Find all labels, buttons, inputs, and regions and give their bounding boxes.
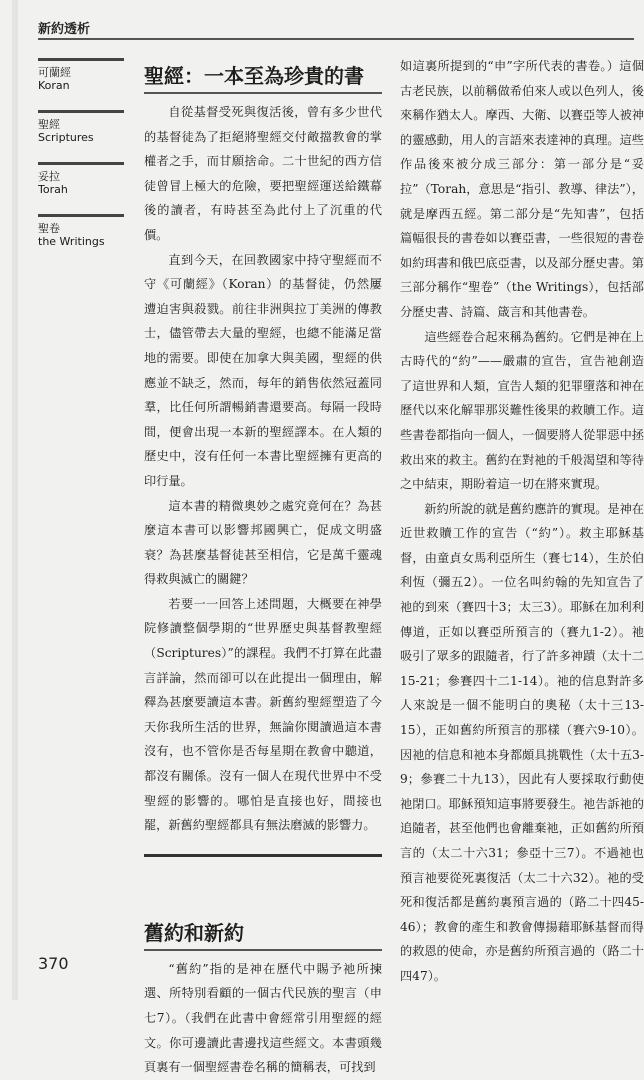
glossary-term-bar — [38, 162, 124, 165]
running-header-title: 新約透析 — [38, 22, 91, 37]
glossary-term — [38, 58, 124, 92]
section-spacer — [144, 875, 382, 919]
paragraph: 直到今天，在回教國家中持守聖經而不守《可蘭經》（Koran）的基督徒，仍然屢遭迫害與殺戮。前往非洲與拉丁美洲的傳教士，儘管帶去大量的聖經，也總不能滿足當地的需要。即使在加拿大與美國，聖經的供應並不缺乏，然而，每年的銷售依然冠蓋同羣，比任何所謂暢銷書還要高。每隔一段時間，便會出現一本新的聖經譯本。在人類的歷史中，沒有任何一本書比聖經擁有更高的印行量。 — [144, 252, 382, 488]
glossary-term-bar — [38, 58, 124, 61]
section-heading: 舊約和新約 — [144, 919, 382, 951]
paragraph: 這些經卷合起來稱為舊約。它們是神在上古時代的“約”——嚴肅的宣告，宣告祂創造了這世界和人類，宣告人類的犯罪墮落和神在歷代以來化解罪那災難性後果的救贖工作。這些書卷都指向一個人，一個要將人從罪惡中拯救出來的救主。舊約在對祂的千般渴望和等待之中結束，期盼着這一切在將來實現。 — [400, 329, 644, 492]
text-column-left — [144, 62, 382, 1080]
running-header — [38, 18, 634, 42]
paragraph: 若要一一回答上述問題，大概要在神學院修讀整個學期的“世界歷史與基督教聖經（Scriptures）”的課程。我們不打算在此盡言詳論，然而卻可以在此提出一個理由，解釋為甚麼要讀這本書。新舊約聖經塑造了今天你我所生活的世界，無論你閱讀過這本書沒有，也不管你是否每星期在教會中聽道，都沒有關係。沒有一個人在現代世界中不受聖經的影響的。哪怕是直接也好，間接也罷，新舊約聖經都具有無法磨滅的影響力。 — [144, 596, 382, 833]
glossary-term-zh: 妥拉 — [38, 170, 60, 183]
paragraph: “舊約”指的是神在歷代中賜予祂所揀選、所特別看顧的一個古代民族的聖言（申七7）。（我們在此書中會經常引用聖經的經文。你可邊讀此書邊找這些經文。本書頭幾頁裏有一個聖經書卷名稱的簡稱表，可找到 — [144, 961, 382, 1075]
glossary-term — [38, 110, 124, 144]
glossary-term-zh: 聖經 — [38, 118, 60, 131]
glossary-term-en: the Writings — [38, 235, 105, 248]
glossary-term-en: Torah — [38, 183, 68, 196]
page-number: 370 — [38, 954, 69, 973]
glossary-term-zh: 聖卷 — [38, 222, 60, 235]
glossary-term-zh: 可蘭經 — [38, 66, 71, 79]
section-divider — [144, 854, 382, 857]
glossary-term-bar — [38, 110, 124, 113]
glossary-sidebar — [38, 58, 124, 266]
glossary-term-en: Scriptures — [38, 131, 94, 144]
glossary-term-en: Koran — [38, 79, 70, 92]
paragraph: 這本書的精微奧妙之處究竟何在？為甚麼這本書可以影響邦國興亡，促成文明盛衰？為甚麼基督徒甚至相信，它是萬千靈魂得救與滅亡的關鍵？ — [144, 498, 382, 587]
glossary-term — [38, 162, 124, 196]
glossary-term-bar — [38, 214, 124, 217]
glossary-term — [38, 214, 124, 248]
paragraph: 新約所說的就是舊約應許的實現。是神在近世救贖工作的宣告（“約”）。救主耶穌基督，由童貞女馬利亞所生（賽七14），生於伯利恆（彌五2）。一位名叫約翰的先知宣告了祂的到來（賽四十3；太三3）。耶穌在加利利傳道，正如以賽亞所預言的（賽九1-2）。祂吸引了眾多的跟隨者，行了許多神蹟（太十二15-21；參賽四十二1-14）。祂的信息對許多人來說是一個不能明白的奧秘（太十三13-15），正如舊約所預言的那樣（賽六9-10）。因祂的信息和祂本身都頗具挑戰性（太十五3-9；參賽二十九13），因此有人要採取行動使祂閉口。耶穌預知這事將要發生。祂告訴祂的追隨者，甚至他們也會離棄祂，正如舊約所預言的（太二十六31；參亞十三7）。不過祂也預言祂要從死裏復活（太二十六32）。祂的受死和復活都是舊約裏預言過的（路二十四45-46）；教會的產生和教會傳揚藉耶穌基督而得的救恩的使命，亦是舊約所預言過的（路二十四47）。 — [400, 501, 644, 983]
paragraph: 如這裏所提到的“申”字所代表的書卷。）這個古老民族，以前稱做希伯來人或以色列人，後來稱作猶太人。摩西、大衛、以賽亞等人被神的靈感動，用人的言語來表達神的真理。這些作品後來被分成三部分：第一部分是“妥拉”（Torah，意思是“指引、教導、律法”），就是摩西五經。第二部分是“先知書”，包括篇幅很長的書卷如以賽亞書，一些很短的書卷如約珥書和俄巴底亞書，以及部分歷史書。第三部分稱作“聖卷”（the Writings），包括部分歷史書、詩篇、箴言和其他書卷。 — [400, 59, 644, 319]
text-column-right — [400, 54, 644, 989]
section-heading: 聖經：一本至為珍貴的書 — [144, 62, 382, 94]
header-rule — [38, 38, 634, 40]
paragraph: 自從基督受死與復活後，曾有多少世代的基督徒為了拒絕將聖經交付敵擋教會的掌權者之手，而甘願捨命。二十世紀的西方信徒曾冒上極大的危險，要把聖經運送給鐵幕後的讀者，有時甚至為此付上了沉重的代價。 — [144, 105, 382, 242]
page-edge-shadow — [12, 0, 18, 1000]
